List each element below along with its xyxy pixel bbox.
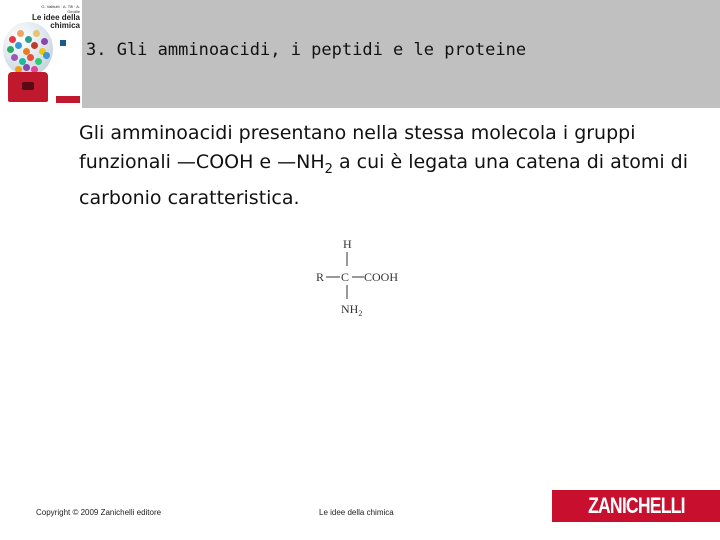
formula-group-bottom <box>341 302 362 318</box>
formula-atom-top: H <box>343 237 352 251</box>
book-cover-logo <box>60 40 66 46</box>
zanichelli-logo-text: ZANICHELLI <box>587 493 685 518</box>
body-text-main: Gli amminoacidi presentano nella stessa molecola i gruppi funzionali —COOH e —NH <box>79 122 636 173</box>
book-cover-title-line1: Le idee della <box>31 13 80 22</box>
body-text-end: a cui è legata una catena di atomi di carbonio caratteristica. <box>79 151 688 209</box>
formula-group-right: COOH <box>364 270 399 284</box>
gumball-machine-base <box>8 72 48 102</box>
book-cover-title-line2: chimica <box>50 21 80 30</box>
amino-acid-structure <box>312 234 412 320</box>
body-text-subscript: 2 <box>324 161 333 177</box>
slide-body-text <box>79 119 709 213</box>
gumball-machine-globe <box>3 22 53 76</box>
formula-group-bottom-main: NH <box>341 302 359 316</box>
footer-copyright: Copyright © 2009 Zanichelli editore <box>36 508 162 517</box>
book-cover-image <box>0 0 82 108</box>
amino-acid-structure-drawing <box>312 234 412 320</box>
book-cover-strip <box>56 96 80 103</box>
formula-group-bottom-subscript: 2 <box>358 309 363 318</box>
zanichelli-logo <box>552 490 720 522</box>
formula-atom-center: C <box>341 270 350 284</box>
slide-title: 3. Gli amminoacidi, i peptidi e le proteine <box>86 40 527 60</box>
footer-book-title: Le idee della chimica <box>319 508 394 517</box>
book-cover-authors: G. Valitutti · A. Tifi · A. Gentile <box>41 4 80 14</box>
formula-group-left: R <box>316 270 325 284</box>
